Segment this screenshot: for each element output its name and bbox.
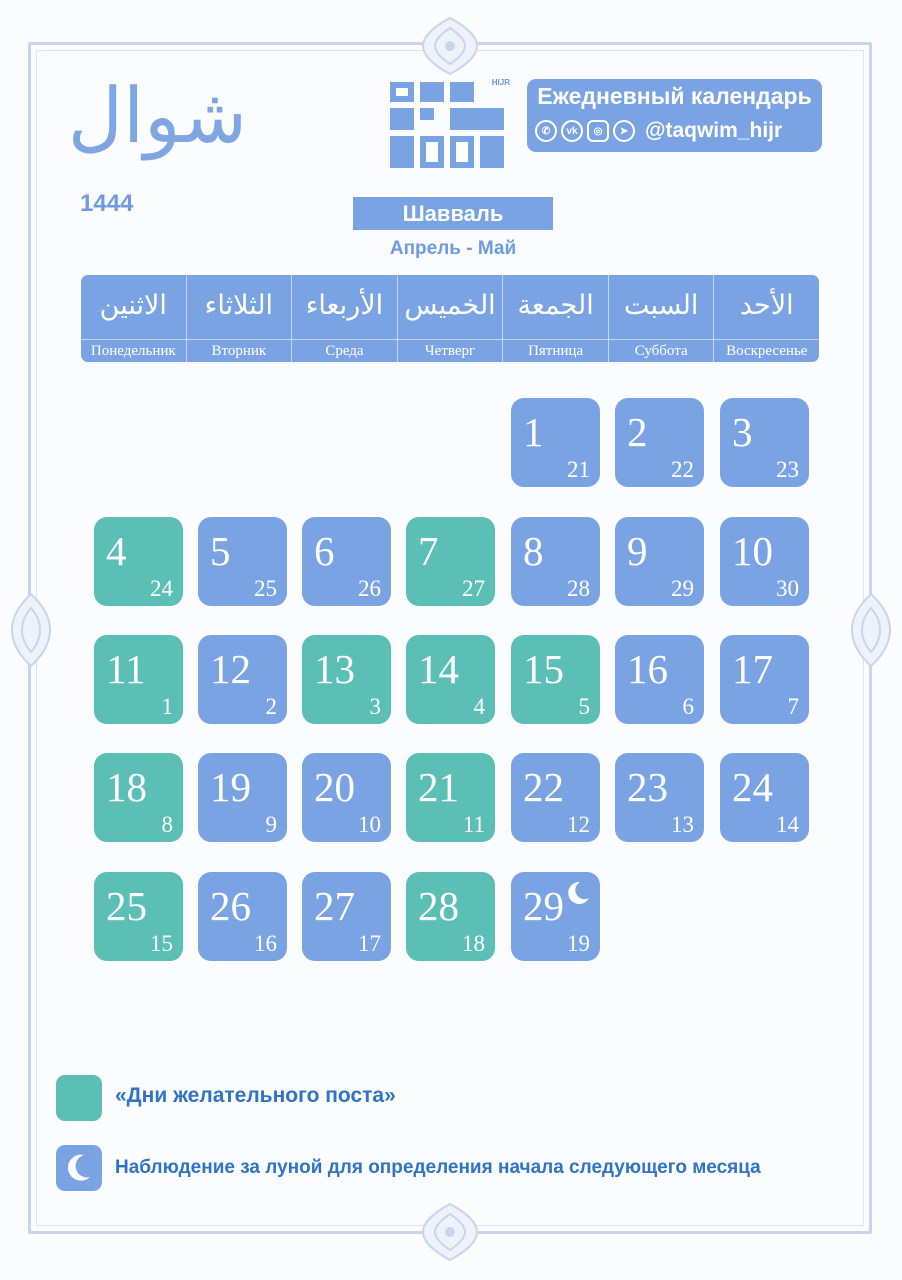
hijri-day-number: 8 xyxy=(523,528,544,574)
brand-box xyxy=(527,79,822,152)
hijri-day-number: 15 xyxy=(523,646,564,692)
left-ornament xyxy=(8,590,54,670)
gregorian-day-number: 30 xyxy=(776,576,799,601)
fasting-day-cell[interactable] xyxy=(94,753,183,842)
hijri-day-number: 5 xyxy=(210,528,231,574)
day-cell[interactable] xyxy=(198,753,287,842)
gregorian-day-number: 1 xyxy=(161,694,173,719)
day-cell[interactable] xyxy=(720,398,809,487)
hijri-day-number: 1 xyxy=(523,409,544,455)
weekday-russian: Понедельник xyxy=(81,339,186,362)
day-cell[interactable] xyxy=(511,872,600,961)
fasting-day-cell[interactable] xyxy=(406,635,495,724)
hijri-day-number: 27 xyxy=(314,883,355,929)
gregorian-day-number: 8 xyxy=(161,812,173,837)
gregorian-day-number: 16 xyxy=(254,931,277,956)
gregorian-day-number: 11 xyxy=(462,812,485,837)
gregorian-day-number: 24 xyxy=(150,576,173,601)
day-cell[interactable] xyxy=(511,753,600,842)
top-ornament xyxy=(415,14,485,78)
weekday-cell xyxy=(81,275,186,362)
hijri-day-number: 28 xyxy=(418,883,459,929)
hijri-day-number: 2 xyxy=(627,409,648,455)
weekday-arabic: الثلاثاء xyxy=(204,290,274,321)
weekday-cell xyxy=(608,275,714,362)
hijri-day-number: 13 xyxy=(314,646,355,692)
gregorian-day-number: 2 xyxy=(265,694,277,719)
brand-handle[interactable]: @taqwim_hijr xyxy=(645,119,783,142)
day-cell[interactable] xyxy=(511,517,600,606)
brand-title: Ежедневный календарь xyxy=(537,83,812,109)
day-cell[interactable] xyxy=(720,635,809,724)
fasting-day-cell[interactable] xyxy=(94,635,183,724)
social-links xyxy=(535,119,782,143)
hijri-day-number: 24 xyxy=(732,764,773,810)
day-cell[interactable] xyxy=(511,398,600,487)
day-cell[interactable] xyxy=(615,635,704,724)
hijri-year: 1444 xyxy=(80,190,134,217)
gregorian-day-number: 10 xyxy=(358,812,381,837)
gregorian-day-number: 28 xyxy=(567,576,590,601)
day-cell[interactable] xyxy=(615,398,704,487)
hijri-day-number: 11 xyxy=(106,646,146,692)
weekday-cell xyxy=(502,275,608,362)
gregorian-day-number: 22 xyxy=(671,457,694,482)
hijri-day-number: 23 xyxy=(627,764,668,810)
weekday-arabic: الخميس xyxy=(404,290,496,321)
fasting-day-cell[interactable] xyxy=(406,872,495,961)
crescent-moon-icon xyxy=(56,1145,102,1191)
fasting-day-cell[interactable] xyxy=(511,635,600,724)
weekday-arabic: الأحد xyxy=(739,290,794,321)
gregorian-day-number: 6 xyxy=(682,694,694,719)
month-name-banner: Шавваль xyxy=(353,197,553,230)
weekday-arabic: الاثنين xyxy=(99,290,167,321)
gregorian-day-number: 23 xyxy=(776,457,799,482)
gregorian-day-number: 19 xyxy=(567,931,590,956)
gregorian-day-number: 3 xyxy=(369,694,381,719)
telegram-icon[interactable]: ➤ xyxy=(613,120,635,142)
hijri-day-number: 17 xyxy=(732,646,773,692)
logo-label: HIJR xyxy=(491,78,510,87)
weekday-arabic: الجمعة xyxy=(517,290,594,321)
legend-moon-text: Наблюдение за луной для определения начала следующего месяца xyxy=(115,1157,761,1178)
gregorian-day-number: 13 xyxy=(671,812,694,837)
gregorian-day-number: 25 xyxy=(254,576,277,601)
bottom-ornament xyxy=(415,1200,485,1264)
weekday-russian: Воскресенье xyxy=(714,339,819,362)
legend-fasting-swatch xyxy=(56,1075,102,1121)
weekday-cell xyxy=(713,275,819,362)
day-cell[interactable] xyxy=(615,753,704,842)
hijri-day-number: 3 xyxy=(732,409,753,455)
weekday-russian: Пятница xyxy=(503,339,608,362)
hijri-day-number: 25 xyxy=(106,883,147,929)
day-cell[interactable] xyxy=(615,517,704,606)
hijri-day-number: 26 xyxy=(210,883,251,929)
hijri-day-number: 6 xyxy=(314,528,335,574)
hijri-day-number: 16 xyxy=(627,646,668,692)
gregorian-day-number: 17 xyxy=(358,931,381,956)
weekday-russian: Среда xyxy=(292,339,397,362)
fasting-day-cell[interactable] xyxy=(406,517,495,606)
fasting-day-cell[interactable] xyxy=(94,872,183,961)
weekday-arabic: السبت xyxy=(623,290,699,321)
day-cell[interactable] xyxy=(198,635,287,724)
hijri-day-number: 4 xyxy=(106,528,127,574)
hijri-day-number: 12 xyxy=(210,646,251,692)
day-cell[interactable] xyxy=(198,517,287,606)
gregorian-day-number: 29 xyxy=(671,576,694,601)
taqwim-logo xyxy=(388,78,514,170)
crescent-moon-icon xyxy=(562,878,592,908)
weekday-cell xyxy=(186,275,292,362)
right-ornament xyxy=(848,590,894,670)
day-cell[interactable] xyxy=(720,517,809,606)
gregorian-day-number: 18 xyxy=(462,931,485,956)
gregorian-day-number: 15 xyxy=(150,931,173,956)
weekday-russian: Вторник xyxy=(187,339,292,362)
hijri-day-number: 20 xyxy=(314,764,355,810)
weekday-russian: Четверг xyxy=(398,339,503,362)
vk-icon[interactable]: vk xyxy=(561,120,583,142)
gregorian-day-number: 21 xyxy=(567,457,590,482)
weekday-arabic: الأربعاء xyxy=(305,290,384,321)
hijri-day-number: 18 xyxy=(106,764,147,810)
day-cell[interactable] xyxy=(198,872,287,961)
day-cell[interactable] xyxy=(302,517,391,606)
hijri-day-number: 9 xyxy=(627,528,648,574)
legend-fasting-text: «Дни желательного поста» xyxy=(115,1084,396,1107)
gregorian-day-number: 5 xyxy=(578,694,590,719)
gregorian-day-number: 27 xyxy=(462,576,485,601)
fasting-day-cell[interactable] xyxy=(302,635,391,724)
hijri-day-number: 7 xyxy=(418,528,439,574)
gregorian-day-number: 7 xyxy=(787,694,799,719)
hijri-day-number: 10 xyxy=(732,528,773,574)
hijri-day-number: 19 xyxy=(210,764,251,810)
weekday-header xyxy=(81,275,819,362)
day-cell[interactable] xyxy=(302,753,391,842)
weekday-russian: Суббота xyxy=(609,339,714,362)
day-cell[interactable] xyxy=(302,872,391,961)
fasting-day-cell[interactable] xyxy=(406,753,495,842)
hijri-day-number: 29 xyxy=(523,883,564,929)
gregorian-months: Апрель - Май xyxy=(389,238,517,259)
instagram-icon[interactable]: ◎ xyxy=(587,120,609,142)
month-title-arabic: شوال xyxy=(67,71,247,160)
gregorian-day-number: 26 xyxy=(358,576,381,601)
hijri-day-number: 14 xyxy=(418,646,459,692)
gregorian-day-number: 9 xyxy=(265,812,277,837)
hijri-day-number: 21 xyxy=(418,764,459,810)
legend-moon-swatch xyxy=(56,1145,102,1191)
day-cell[interactable] xyxy=(720,753,809,842)
hijri-day-number: 22 xyxy=(523,764,564,810)
weekday-cell xyxy=(397,275,503,362)
gregorian-day-number: 4 xyxy=(473,694,485,719)
gregorian-day-number: 12 xyxy=(567,812,590,837)
weekday-cell xyxy=(291,275,397,362)
fasting-day-cell[interactable] xyxy=(94,517,183,606)
gregorian-day-number: 14 xyxy=(776,812,799,837)
whatsapp-icon[interactable]: ✆ xyxy=(535,120,557,142)
